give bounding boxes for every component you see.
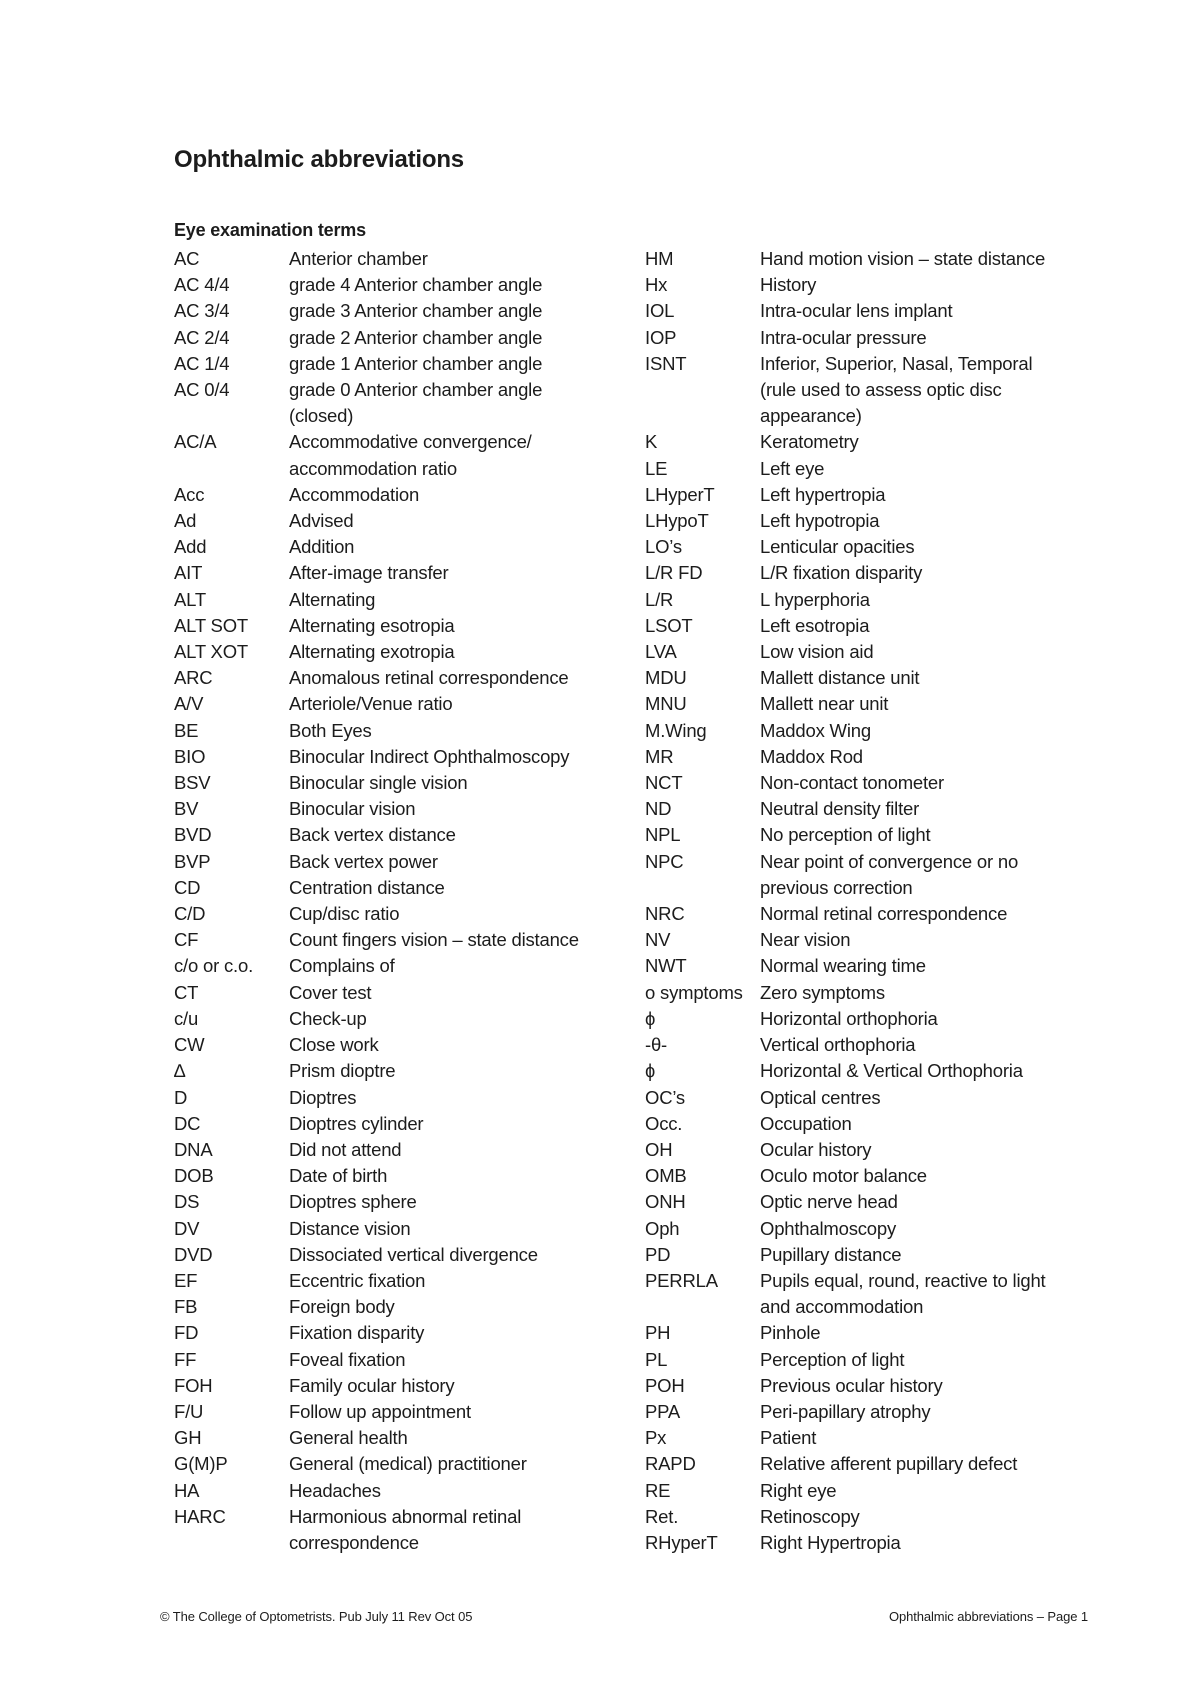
abbreviation-row — [645, 587, 1115, 613]
abbreviation-definition: Centration distance — [289, 876, 445, 898]
abbreviation-definition: Did not attend — [289, 1138, 402, 1160]
abbreviation-term: ISNT — [645, 352, 687, 374]
abbreviation-row — [174, 953, 644, 979]
abbreviation-row — [645, 1504, 1115, 1530]
abbreviation-definition: Left esotropia — [760, 614, 870, 636]
abbreviation-term: CW — [174, 1034, 205, 1056]
abbreviation-term: IOP — [645, 326, 677, 348]
abbreviation-row — [174, 744, 644, 770]
abbreviation-definition: Eccentric fixation — [289, 1269, 426, 1291]
abbreviation-term: CD — [174, 876, 201, 898]
abbreviation-definition: Prism dioptre — [289, 1060, 396, 1082]
abbreviation-definition: Occupation — [760, 1112, 852, 1134]
abbreviation-row — [645, 1058, 1115, 1084]
abbreviation-term: RHyperT — [645, 1531, 718, 1553]
abbreviation-term: DS — [174, 1191, 200, 1213]
abbreviation-term: RE — [645, 1479, 671, 1501]
abbreviation-row — [174, 613, 644, 639]
abbreviation-definition: Horizontal & Vertical Orthophoria — [760, 1060, 1023, 1082]
abbreviation-row — [174, 1320, 644, 1346]
abbreviation-row — [645, 1373, 1115, 1399]
abbreviation-term: ∆ — [174, 1060, 186, 1082]
abbreviation-term: LHyperT — [645, 483, 715, 505]
abbreviation-term: AC 0/4 — [174, 379, 230, 401]
abbreviation-row — [174, 429, 644, 481]
abbreviation-definition: Close work — [289, 1034, 379, 1056]
abbreviation-definition: Perception of light — [760, 1348, 905, 1370]
abbreviation-definition: Back vertex power — [289, 850, 438, 872]
abbreviation-row — [645, 272, 1115, 298]
abbreviation-definition: grade 0 Anterior chamber angle (closed) — [289, 379, 543, 427]
abbreviation-term: c/u — [174, 1007, 199, 1029]
abbreviation-term: LVA — [645, 641, 677, 663]
abbreviation-term: OH — [645, 1138, 673, 1160]
abbreviation-term: AC 4/4 — [174, 274, 230, 296]
abbreviation-definition: Both Eyes — [289, 719, 372, 741]
abbreviation-term: BIO — [174, 745, 206, 767]
abbreviation-row — [174, 377, 644, 429]
abbreviation-term: EF — [174, 1269, 198, 1291]
abbreviation-row — [645, 482, 1115, 508]
abbreviation-definition: Addition — [289, 536, 355, 558]
abbreviation-row — [645, 613, 1115, 639]
abbreviation-definition: Anomalous retinal correspondence — [289, 667, 569, 689]
abbreviation-row — [645, 1347, 1115, 1373]
abbreviation-definition: Low vision aid — [760, 641, 874, 663]
abbreviation-definition: Dissociated vertical divergence — [289, 1243, 538, 1265]
abbreviation-row — [174, 1085, 644, 1111]
abbreviation-row — [645, 1216, 1115, 1242]
abbreviation-term: DOB — [174, 1165, 214, 1187]
abbreviation-term: ALT XOT — [174, 641, 248, 663]
abbreviation-row — [645, 1111, 1115, 1137]
abbreviation-term: AC 2/4 — [174, 326, 230, 348]
abbreviation-definition: Zero symptoms — [760, 981, 885, 1003]
abbreviation-row — [645, 1189, 1115, 1215]
abbreviation-row — [645, 1399, 1115, 1425]
abbreviation-definition: Anterior chamber — [289, 248, 428, 269]
abbreviation-row — [174, 246, 644, 272]
abbreviation-definition: Foveal fixation — [289, 1348, 406, 1370]
abbreviation-row — [645, 849, 1115, 901]
abbreviation-row — [645, 1006, 1115, 1032]
abbreviation-row — [174, 1137, 644, 1163]
abbreviation-row — [645, 901, 1115, 927]
abbreviation-term: L/R FD — [645, 562, 703, 584]
abbreviation-definition: Previous ocular history — [760, 1374, 943, 1396]
abbreviation-row — [645, 639, 1115, 665]
abbreviation-definition: Oculo motor balance — [760, 1165, 927, 1187]
abbreviation-definition: Cover test — [289, 981, 372, 1003]
abbreviation-definition: Vertical orthophoria — [760, 1034, 916, 1056]
abbreviation-term: FD — [174, 1322, 199, 1344]
abbreviation-row — [174, 796, 644, 822]
abbreviation-definition: Inferior, Superior, Nasal, Temporal (rule used to assess optic disc appearance) — [760, 352, 1033, 427]
abbreviation-row — [174, 691, 644, 717]
abbreviation-row — [645, 508, 1115, 534]
abbreviation-row — [174, 849, 644, 875]
abbreviation-term: FB — [174, 1296, 198, 1318]
abbreviation-definition: Left hypotropia — [760, 510, 880, 532]
abbreviation-row — [174, 298, 644, 324]
abbreviation-definition: Maddox Wing — [760, 719, 871, 741]
abbreviation-term: Oph — [645, 1217, 680, 1239]
abbreviation-term: AIT — [174, 562, 203, 584]
abbreviation-row — [174, 1163, 644, 1189]
abbreviation-term: NCT — [645, 772, 683, 794]
abbreviation-row — [174, 901, 644, 927]
abbreviation-definition: grade 3 Anterior chamber angle — [289, 300, 543, 322]
abbreviation-definition: Dioptres — [289, 1086, 357, 1108]
abbreviation-definition: Complains of — [289, 955, 395, 977]
abbreviation-row — [174, 980, 644, 1006]
abbreviation-definition: Peri-papillary atrophy — [760, 1400, 931, 1422]
abbreviation-row — [174, 351, 644, 377]
abbreviation-term: Ret. — [645, 1505, 679, 1527]
abbreviation-definition: Alternating esotropia — [289, 614, 455, 636]
abbreviation-term: D — [174, 1086, 188, 1108]
abbreviation-term: ɸ — [645, 1060, 655, 1082]
abbreviation-row — [645, 534, 1115, 560]
abbreviation-definition: Keratometry — [760, 431, 859, 453]
abbreviation-term: CF — [174, 929, 199, 951]
abbreviation-term: LSOT — [645, 614, 693, 636]
abbreviation-definition: Mallett near unit — [760, 693, 889, 715]
abbreviation-term: -θ- — [645, 1034, 668, 1056]
abbreviation-term: PH — [645, 1322, 671, 1344]
abbreviation-term: ALT SOT — [174, 614, 248, 636]
abbreviation-row — [645, 1530, 1115, 1556]
abbreviation-definition: Back vertex distance — [289, 824, 456, 846]
abbreviation-term: AC 3/4 — [174, 300, 230, 322]
abbreviation-term: Occ. — [645, 1112, 683, 1134]
abbreviation-term: RAPD — [645, 1453, 696, 1475]
abbreviation-term: AC 1/4 — [174, 352, 230, 374]
abbreviation-term: F/U — [174, 1400, 204, 1422]
abbreviation-definition: L/R fixation disparity — [760, 562, 923, 584]
abbreviation-definition: Fixation disparity — [289, 1322, 425, 1344]
abbreviation-definition: Pupils equal, round, reactive to light and accommodation — [760, 1269, 1046, 1318]
abbreviation-definition: Normal retinal correspondence — [760, 903, 1008, 925]
abbreviation-definition: Accommodation — [289, 483, 420, 505]
abbreviation-row — [174, 534, 644, 560]
abbreviation-row — [174, 822, 644, 848]
abbreviation-definition: Dioptres cylinder — [289, 1112, 424, 1134]
abbreviation-definition: Near point of convergence or no previous correction — [760, 850, 1019, 898]
abbreviation-row — [645, 953, 1115, 979]
abbreviation-row — [645, 1425, 1115, 1451]
abbreviation-row — [174, 665, 644, 691]
abbreviation-row — [174, 1268, 644, 1294]
abbreviation-term: MR — [645, 745, 674, 767]
abbreviation-term: NRC — [645, 903, 685, 925]
abbreviation-term: ARC — [174, 667, 213, 689]
abbreviation-term: ONH — [645, 1191, 686, 1213]
abbreviation-term: Hx — [645, 274, 668, 296]
abbreviation-row — [174, 927, 644, 953]
abbreviation-row — [174, 1058, 644, 1084]
abbreviation-definition: Distance vision — [289, 1217, 411, 1239]
abbreviation-row — [174, 1451, 644, 1477]
abbreviation-row — [645, 351, 1115, 430]
abbreviation-term: LE — [645, 457, 668, 479]
abbreviation-definition: Accommodative convergence/ accommodation ratio — [289, 431, 532, 479]
abbreviation-term: K — [645, 431, 658, 453]
abbreviation-definition: Relative afferent pupillary defect — [760, 1453, 1018, 1475]
abbreviation-row — [645, 325, 1115, 351]
abbreviation-term: IOL — [645, 300, 675, 322]
abbreviation-term: FOH — [174, 1374, 213, 1396]
abbreviation-term: DV — [174, 1217, 200, 1239]
abbreviation-row — [645, 1451, 1115, 1477]
abbreviation-definition: grade 1 Anterior chamber angle — [289, 352, 543, 374]
abbreviation-definition: General health — [289, 1427, 408, 1449]
abbreviation-term: MDU — [645, 667, 687, 689]
abbreviation-term: NPC — [645, 850, 684, 872]
abbreviation-term: C/D — [174, 903, 206, 925]
abbreviation-definition: Lenticular opacities — [760, 536, 915, 558]
abbreviation-term: ND — [645, 798, 672, 820]
abbreviation-definition: Horizontal orthophoria — [760, 1007, 938, 1029]
abbreviation-row — [174, 1216, 644, 1242]
abbreviation-definition: Foreign body — [289, 1296, 395, 1318]
abbreviation-term: PL — [645, 1348, 668, 1370]
abbreviation-definition: General (medical) practitioner — [289, 1453, 527, 1475]
abbreviation-definition: Neutral density filter — [760, 798, 920, 820]
abbreviation-definition: Pupillary distance — [760, 1243, 902, 1265]
abbreviation-row — [645, 1478, 1115, 1504]
abbreviation-definition: Right Hypertropia — [760, 1531, 901, 1553]
abbreviation-row — [645, 796, 1115, 822]
abbreviation-term: DNA — [174, 1138, 213, 1160]
abbreviation-term: POH — [645, 1374, 685, 1396]
abbreviation-term: Ad — [174, 510, 197, 532]
abbreviation-term: Acc — [174, 483, 205, 505]
abbreviation-term: DVD — [174, 1243, 213, 1265]
abbreviation-row — [645, 429, 1115, 455]
abbreviation-row — [645, 1137, 1115, 1163]
abbreviation-term: OC’s — [645, 1086, 685, 1108]
abbreviation-term: L/R — [645, 588, 674, 610]
abbreviation-row — [174, 1111, 644, 1137]
abbreviation-row — [174, 1189, 644, 1215]
abbreviation-row — [645, 1242, 1115, 1268]
abbreviation-row — [645, 298, 1115, 324]
abbreviation-row — [645, 980, 1115, 1006]
abbreviation-term: c/o or c.o. — [174, 955, 254, 977]
abbreviation-term: HA — [174, 1479, 200, 1501]
abbreviation-row — [174, 1504, 644, 1556]
abbreviation-row — [174, 1425, 644, 1451]
abbreviation-row — [645, 1320, 1115, 1346]
abbreviation-definition: Near vision — [760, 929, 851, 951]
abbreviation-definition: grade 2 Anterior chamber angle — [289, 326, 543, 348]
abbreviation-row — [174, 1347, 644, 1373]
abbreviation-row — [645, 1032, 1115, 1058]
abbreviation-row — [645, 718, 1115, 744]
abbreviation-definition: Binocular single vision — [289, 772, 468, 794]
abbreviation-row — [645, 1163, 1115, 1189]
abbreviation-row — [174, 1294, 644, 1320]
abbreviation-definition: Follow up appointment — [289, 1400, 471, 1422]
abbreviation-row — [174, 1006, 644, 1032]
abbreviation-term: o symptoms — [645, 981, 743, 1003]
abbreviation-definition: History — [760, 274, 817, 296]
abbreviation-definition: After-image transfer — [289, 562, 449, 584]
abbreviation-row — [645, 691, 1115, 717]
abbreviation-term: PPA — [645, 1400, 681, 1422]
abbreviation-term: BVD — [174, 824, 212, 846]
abbreviation-definition: Ocular history — [760, 1138, 872, 1160]
abbreviation-definition: Dioptres sphere — [289, 1191, 417, 1213]
abbreviation-row — [174, 718, 644, 744]
abbreviation-term: PD — [645, 1243, 671, 1265]
abbreviation-row — [645, 770, 1115, 796]
abbreviation-definition: Binocular Indirect Ophthalmoscopy — [289, 745, 570, 767]
abbreviation-definition: Binocular vision — [289, 798, 416, 820]
abbreviation-definition: Left eye — [760, 457, 825, 479]
abbreviation-list-left — [174, 246, 644, 1556]
abbreviation-row — [174, 1478, 644, 1504]
abbreviation-term: HARC — [174, 1505, 226, 1527]
abbreviation-definition: Alternating exotropia — [289, 641, 455, 663]
abbreviation-term: G(M)P — [174, 1453, 228, 1475]
abbreviation-row — [645, 665, 1115, 691]
abbreviation-definition: Optic nerve head — [760, 1191, 898, 1213]
abbreviation-definition: Date of birth — [289, 1165, 388, 1187]
abbreviation-term: ϕ — [645, 1007, 656, 1029]
abbreviation-term: PERRLA — [645, 1269, 718, 1291]
abbreviation-definition: Intra-ocular lens implant — [760, 300, 953, 322]
abbreviation-term: MNU — [645, 693, 687, 715]
abbreviation-term: ALT — [174, 588, 206, 610]
abbreviation-row — [174, 1032, 644, 1058]
abbreviation-list-right — [645, 246, 1115, 1556]
abbreviation-definition: Harmonious abnormal retinal correspondence — [289, 1505, 522, 1553]
abbreviation-definition: Headaches — [289, 1479, 381, 1501]
abbreviation-definition: Cup/disc ratio — [289, 903, 400, 925]
abbreviation-definition: Arteriole/Venue ratio — [289, 693, 453, 715]
abbreviation-term: BVP — [174, 850, 211, 872]
abbreviation-term: LO’s — [645, 536, 682, 558]
abbreviation-term: NV — [645, 929, 671, 951]
abbreviation-row — [174, 325, 644, 351]
abbreviation-row — [174, 1373, 644, 1399]
abbreviation-term: M.Wing — [645, 719, 707, 741]
abbreviation-definition: Right eye — [760, 1479, 837, 1501]
abbreviation-definition: Advised — [289, 510, 354, 532]
abbreviation-term: A/V — [174, 693, 204, 715]
abbreviation-row — [645, 744, 1115, 770]
abbreviation-term: DC — [174, 1112, 201, 1134]
abbreviation-definition: Left hypertropia — [760, 483, 886, 505]
abbreviation-term: Add — [174, 536, 207, 558]
abbreviation-row — [174, 587, 644, 613]
abbreviation-row — [174, 875, 644, 901]
abbreviation-definition: L hyperphoria — [760, 588, 870, 610]
abbreviation-definition: Ophthalmoscopy — [760, 1217, 897, 1239]
abbreviation-row — [174, 508, 644, 534]
abbreviation-definition: Non-contact tonometer — [760, 772, 944, 794]
abbreviation-definition: grade 4 Anterior chamber angle — [289, 274, 543, 296]
abbreviation-row — [174, 1242, 644, 1268]
abbreviation-row — [645, 1268, 1115, 1320]
abbreviation-definition: Hand motion vision – state distance — [760, 248, 1046, 269]
abbreviation-definition: Optical centres — [760, 1086, 881, 1108]
abbreviation-term: BSV — [174, 772, 211, 794]
abbreviation-term: BV — [174, 798, 199, 820]
abbreviation-definition: Normal wearing time — [760, 955, 926, 977]
abbreviation-definition: Mallett distance unit — [760, 667, 920, 689]
abbreviation-definition: Check-up — [289, 1007, 367, 1029]
abbreviation-term: OMB — [645, 1165, 687, 1187]
abbreviation-row — [645, 1085, 1115, 1111]
abbreviation-row — [174, 1399, 644, 1425]
abbreviation-row — [645, 246, 1115, 272]
abbreviation-term: BE — [174, 719, 199, 741]
abbreviation-row — [174, 560, 644, 586]
abbreviation-row — [645, 560, 1115, 586]
abbreviation-row — [174, 639, 644, 665]
abbreviation-term: NWT — [645, 955, 687, 977]
abbreviation-term: Px — [645, 1427, 667, 1449]
abbreviation-definition: Intra-ocular pressure — [760, 326, 927, 348]
abbreviation-term: AC/A — [174, 431, 217, 453]
document-title: Ophthalmic abbreviations — [174, 146, 464, 173]
abbreviation-definition: Maddox Rod — [760, 745, 863, 767]
abbreviation-term: LHypoT — [645, 510, 709, 532]
footer-page-label: Ophthalmic abbreviations – Page 1 — [888, 1609, 1088, 1624]
abbreviation-term: CT — [174, 981, 199, 1003]
abbreviation-definition: Count fingers vision – state distance — [289, 929, 579, 951]
abbreviation-definition: Patient — [760, 1427, 817, 1449]
abbreviation-term: AC — [174, 248, 200, 269]
abbreviation-definition: Pinhole — [760, 1322, 821, 1344]
abbreviation-row — [174, 482, 644, 508]
abbreviation-term: HM — [645, 248, 674, 269]
abbreviation-row — [645, 822, 1115, 848]
abbreviation-row — [645, 456, 1115, 482]
abbreviation-definition: Alternating — [289, 588, 376, 610]
abbreviation-definition: Family ocular history — [289, 1374, 455, 1396]
abbreviation-definition: No perception of light — [760, 824, 931, 846]
section-title: Eye examination terms — [174, 220, 366, 240]
abbreviation-row — [174, 770, 644, 796]
abbreviation-definition: Retinoscopy — [760, 1505, 860, 1527]
abbreviation-row — [174, 272, 644, 298]
abbreviation-row — [645, 927, 1115, 953]
abbreviation-term: FF — [174, 1348, 197, 1370]
abbreviation-term: GH — [174, 1427, 202, 1449]
footer-copyright: © The College of Optometrists. Pub July 11 Rev Oct 05 — [160, 1609, 473, 1624]
abbreviation-term: NPL — [645, 824, 681, 846]
